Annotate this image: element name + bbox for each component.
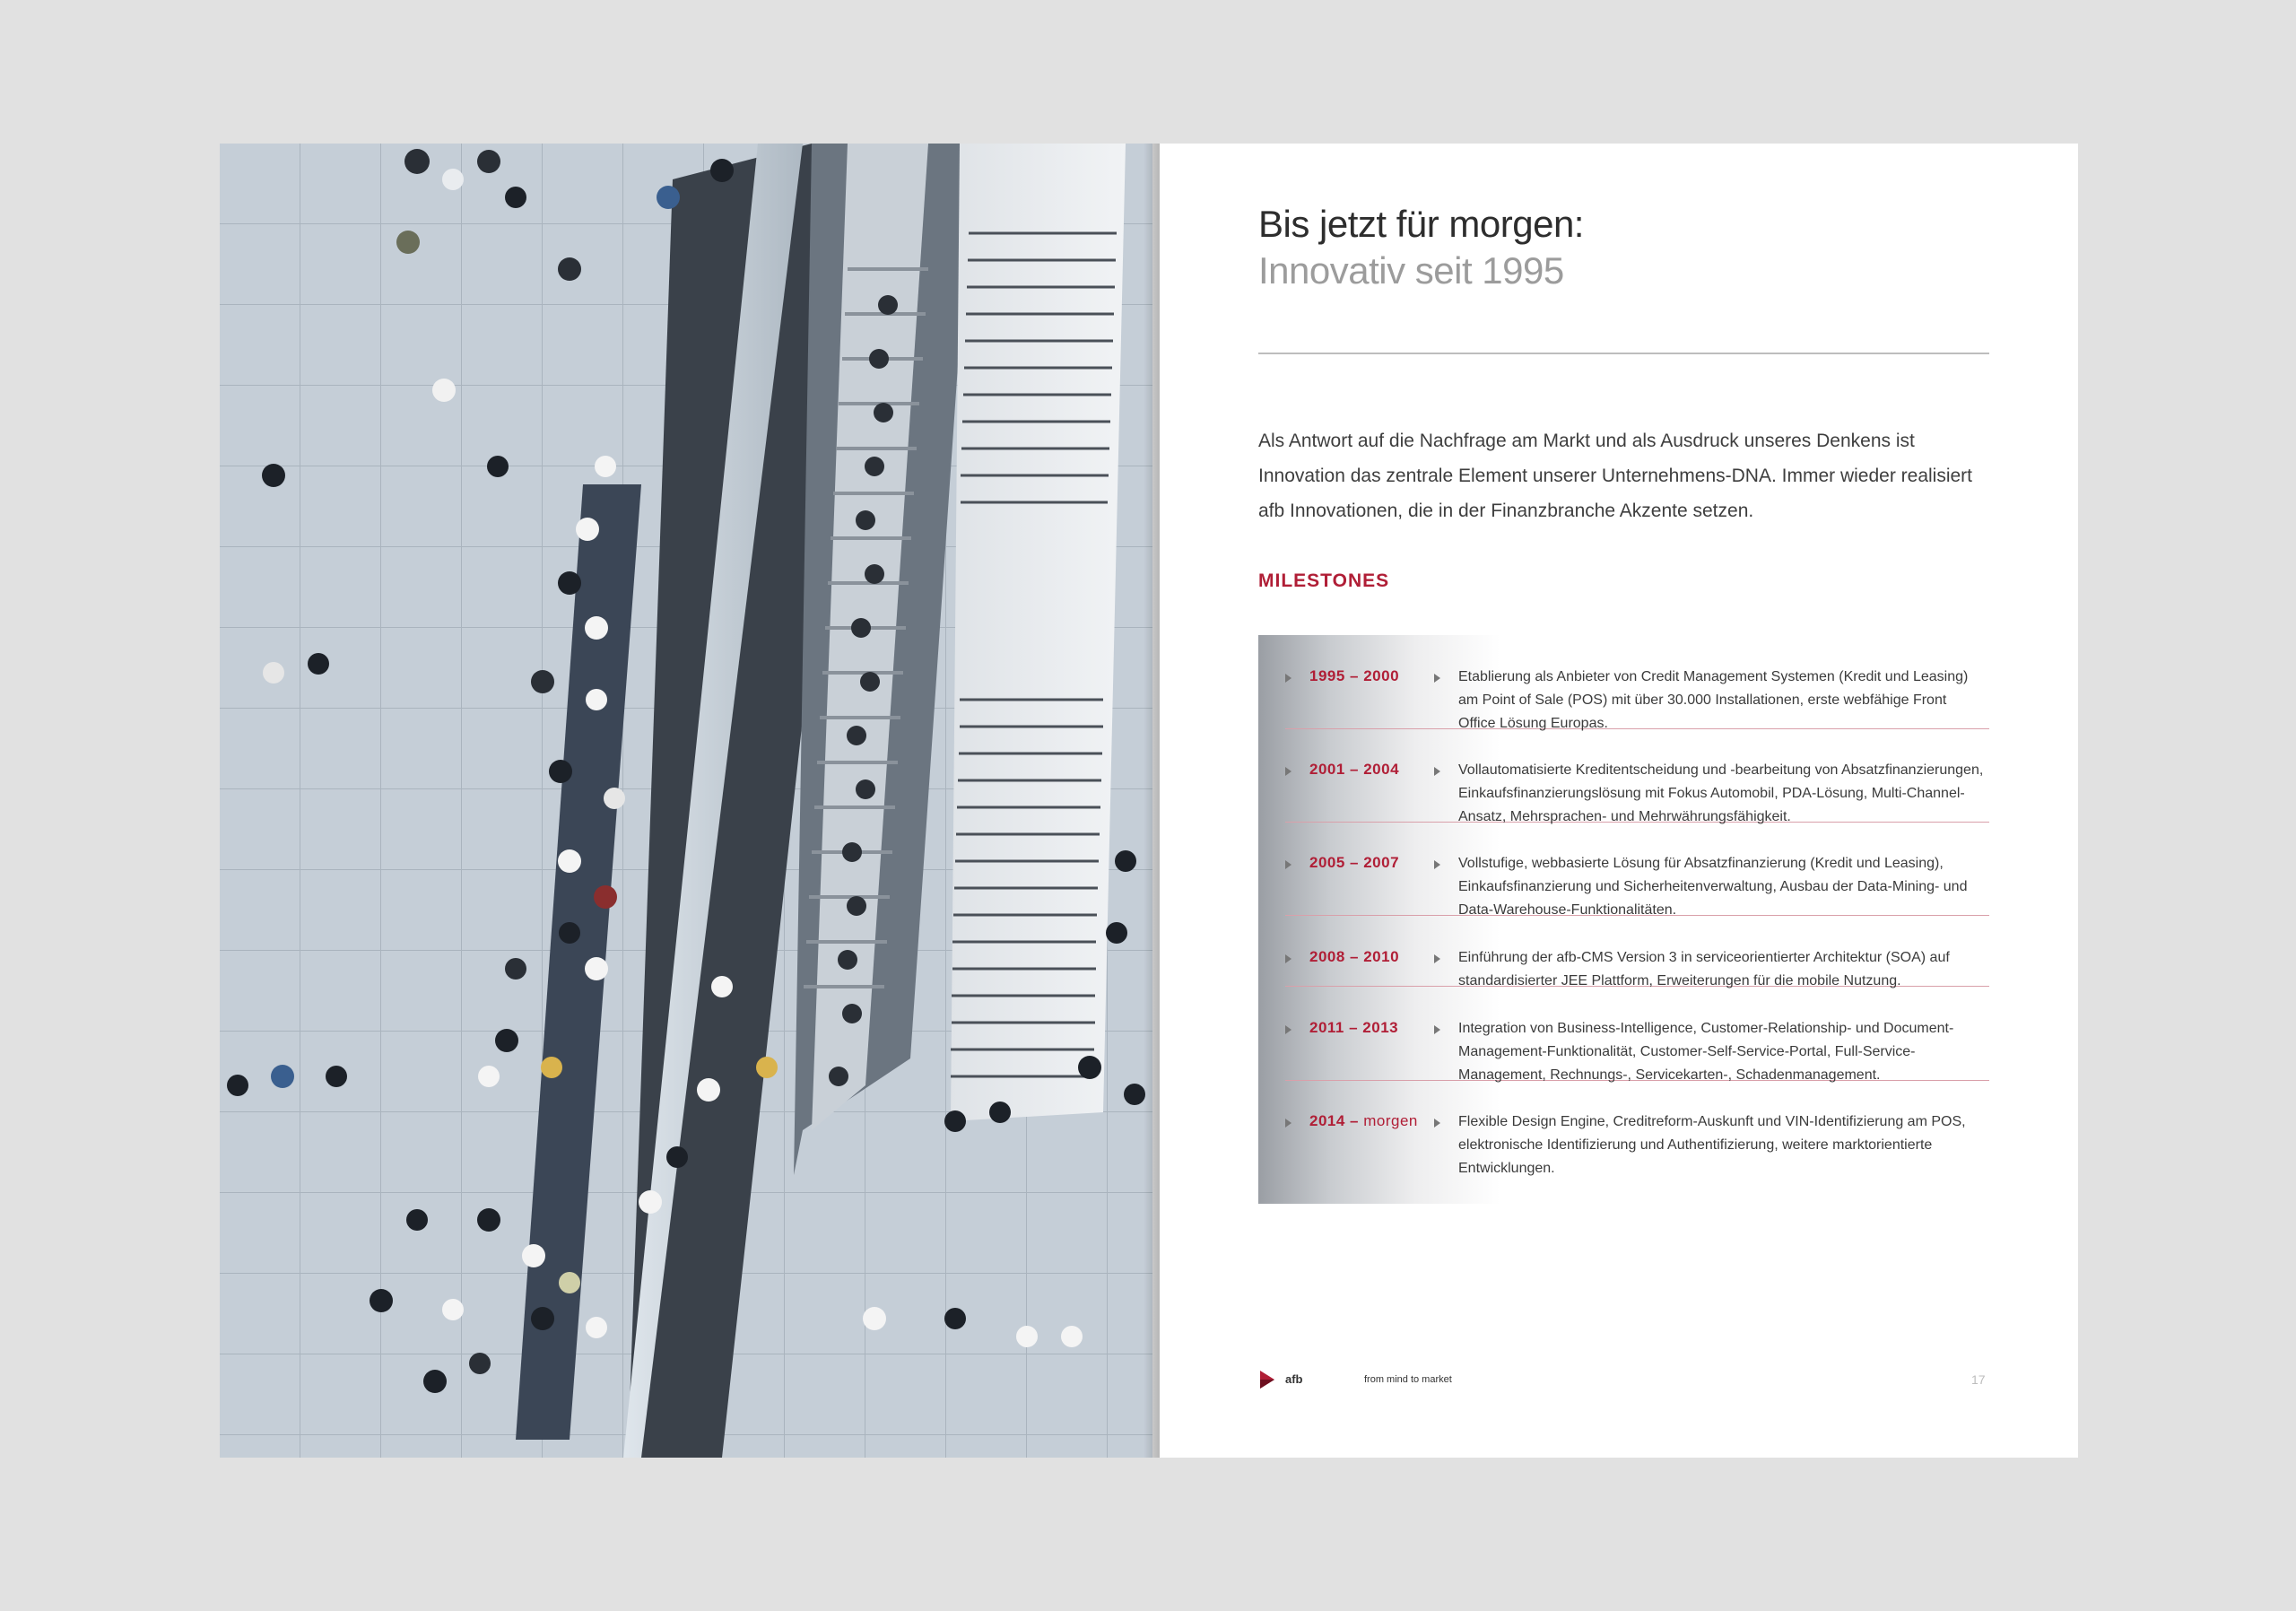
- page-number: 17: [1971, 1372, 1986, 1387]
- divider: [1258, 353, 1989, 354]
- milestone-description: Einführung der afb-CMS Version 3 in serviceorientierter Architektur (SOA) auf standardisierter JEE Plattform, Erweiterungen für die mobile Nutzung.: [1458, 950, 1950, 988]
- milestone-years: 2014 – morgen: [1309, 1112, 1418, 1129]
- milestones-timeline: [1258, 635, 1989, 1204]
- arrow-right-icon: [1434, 1025, 1440, 1034]
- arrow-right-icon: [1285, 1119, 1292, 1128]
- arrow-right-icon: [1434, 674, 1440, 683]
- milestones-heading: MILESTONES: [1258, 570, 1390, 591]
- footer-tagline: from mind to market: [1364, 1374, 1452, 1385]
- milestone-row: [1285, 852, 1989, 916]
- milestone-description: Etablierung als Anbieter von Credit Management Systemen (Kredit und Leasing) am Point of Sale (POS) mit über 30.000 Installationen, erste webfähige Front Office Lösung Europas.: [1458, 669, 1969, 731]
- page-subtitle: Innovativ seit 1995: [1258, 249, 1564, 292]
- milestone-row: [1285, 1110, 1989, 1176]
- arrow-right-icon: [1434, 1119, 1440, 1128]
- aerial-photo-illustration: [220, 144, 1152, 1458]
- milestone-years: 2008 – 2010: [1309, 948, 1400, 965]
- afb-logo-icon: [1258, 1369, 1278, 1390]
- milestone-years: 1995 – 2000: [1309, 667, 1400, 684]
- arrow-right-icon: [1434, 860, 1440, 869]
- footer-brand: afb: [1285, 1372, 1303, 1386]
- escalator-photo: [220, 144, 1152, 1458]
- milestone-row: [1285, 946, 1989, 987]
- page-title: Bis jetzt für morgen:: [1258, 203, 1584, 245]
- arrow-right-icon: [1285, 954, 1292, 963]
- text-page: [1160, 144, 2078, 1458]
- milestone-description: Flexible Design Engine, Creditreform-Auskunft und VIN-Identifizierung am POS, elektronische Identifizierung und Authentifizierung, weitere marktorientierte Entwicklungen.: [1458, 1114, 1966, 1176]
- arrow-right-icon: [1285, 674, 1292, 683]
- milestone-row: [1285, 759, 1989, 823]
- brochure-spread: [220, 144, 2078, 1458]
- milestone-row: [1285, 1017, 1989, 1081]
- intro-paragraph: Als Antwort auf die Nachfrage am Markt und als Ausdruck unseres Denkens ist Innovation das zentrale Element unserer Unternehmens-DNA. Immer wieder realisiert afb Innovationen, die in der Finanzbranche Akzente setzen.: [1258, 431, 1973, 521]
- arrow-right-icon: [1285, 767, 1292, 776]
- milestone-description: Integration von Business-Intelligence, Customer-Relationship- und Document-Management-Funktionalität, Customer-Self-Service-Portal, Full-Service-Management, Rechnungs-, Servicekarten-, Schadenmanagement.: [1458, 1021, 1954, 1083]
- milestone-years: 2005 – 2007: [1309, 854, 1400, 871]
- milestone-years: 2011 – 2013: [1309, 1019, 1399, 1036]
- arrow-right-icon: [1285, 1025, 1292, 1034]
- milestone-years: 2001 – 2004: [1309, 761, 1400, 778]
- milestone-row: [1285, 666, 1989, 729]
- arrow-right-icon: [1285, 860, 1292, 869]
- milestone-description: Vollautomatisierte Kreditentscheidung und -bearbeitung von Absatzfinanzierungen, Einkaufsfinanzierungslösung mit Fokus Automobil, PDA-Lösung, Multi-Channel-Ansatz, Mehrsprachen- und Mehrwährungsfähigkeit.: [1458, 762, 1984, 824]
- milestone-description: Vollstufige, webbasierte Lösung für Absatzfinanzierung (Kredit und Leasing), Einkaufsfinanzierung und Sicherheitenverwaltung, Ausbau der Data-Mining- und Data-Warehouse-Funktionalitäten.: [1458, 856, 1968, 918]
- arrow-right-icon: [1434, 954, 1440, 963]
- arrow-right-icon: [1434, 767, 1440, 776]
